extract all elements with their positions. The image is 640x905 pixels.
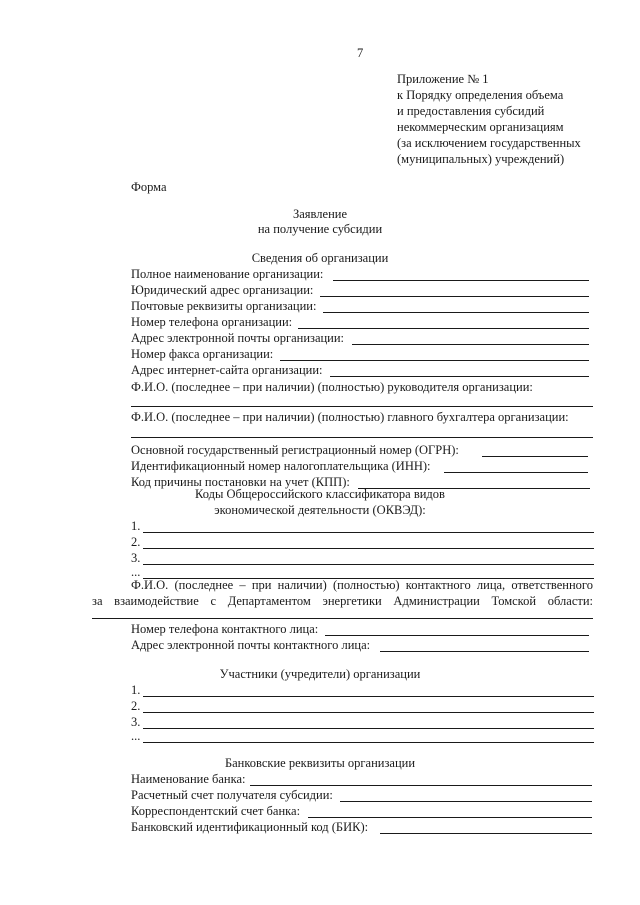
org-section-heading: Сведения об организации bbox=[251, 251, 389, 265]
fill-line[interactable] bbox=[320, 296, 589, 297]
field-label: Номер телефона контактного лица: bbox=[131, 622, 319, 636]
item-number: 2. bbox=[131, 699, 141, 713]
fill-line[interactable] bbox=[143, 696, 594, 697]
field-label: Наименование банка: bbox=[131, 772, 246, 786]
fill-line[interactable] bbox=[482, 456, 588, 457]
field-label: Адрес интернет-сайта организации: bbox=[131, 363, 323, 377]
fill-line[interactable] bbox=[323, 312, 589, 313]
fill-line[interactable] bbox=[250, 785, 592, 786]
field-label: Ф.И.О. (последнее – при наличии) (полностью) руководителя организации: bbox=[131, 380, 533, 394]
appendix-line: (за исключением государственных bbox=[397, 136, 581, 150]
fill-line[interactable] bbox=[298, 328, 589, 329]
appendix-line: (муниципальных) учреждений) bbox=[397, 152, 565, 166]
fill-line[interactable] bbox=[143, 712, 594, 713]
contact-fio-label: Ф.И.О. (последнее – при наличии) (полностью) контактного лица, ответственного bbox=[131, 578, 593, 592]
appendix-line: к Порядку определения объема bbox=[397, 88, 564, 102]
fill-line[interactable] bbox=[444, 472, 588, 473]
field-label: Почтовые реквизиты организации: bbox=[131, 299, 317, 313]
field-label: Юридический адрес организации: bbox=[131, 283, 314, 297]
fill-line[interactable] bbox=[333, 280, 589, 281]
document-title: Заявление bbox=[292, 207, 347, 221]
fill-line[interactable] bbox=[131, 406, 593, 407]
form-label: Форма bbox=[131, 180, 167, 194]
appendix-line: некоммерческим организациям bbox=[397, 120, 564, 134]
contact-fio-line[interactable] bbox=[92, 618, 593, 619]
fill-line[interactable] bbox=[308, 817, 592, 818]
item-number: ... bbox=[131, 729, 141, 743]
fill-line[interactable] bbox=[143, 728, 594, 729]
appendix-line: Приложение № 1 bbox=[397, 72, 489, 86]
item-number: 2. bbox=[131, 535, 141, 549]
field-label: Ф.И.О. (последнее – при наличии) (полностью) главного бухгалтера организации: bbox=[131, 410, 569, 424]
field-label: Основной государственный регистрационный номер (ОГРН): bbox=[131, 443, 459, 457]
field-label: Адрес электронной почты организации: bbox=[131, 331, 345, 345]
field-label: Код причины постановки на учет (КПП): bbox=[131, 475, 350, 489]
field-label: Адрес электронной почты контактного лица: bbox=[131, 638, 371, 652]
item-number: 3. bbox=[131, 551, 141, 565]
fill-line[interactable] bbox=[352, 344, 589, 345]
fill-line[interactable] bbox=[143, 742, 594, 743]
bank-heading: Банковские реквизиты организации bbox=[224, 756, 416, 770]
founders-heading: Участники (учредители) организации bbox=[219, 667, 421, 681]
item-number: ... bbox=[131, 565, 141, 579]
field-label: Идентификационный номер налогоплательщика (ИНН): bbox=[131, 459, 431, 473]
page-number: 7 bbox=[357, 46, 364, 60]
okved-heading: Коды Общероссийского классификатора видов bbox=[195, 487, 445, 501]
fill-line[interactable] bbox=[325, 635, 589, 636]
appendix-line: и предоставления субсидий bbox=[397, 104, 545, 118]
item-number: 3. bbox=[131, 715, 141, 729]
fill-line[interactable] bbox=[131, 437, 593, 438]
document-subtitle: на получение субсидии bbox=[257, 222, 383, 236]
item-number: 1. bbox=[131, 683, 141, 697]
fill-line[interactable] bbox=[340, 801, 592, 802]
fill-line[interactable] bbox=[143, 564, 594, 565]
field-label: Полное наименование организации: bbox=[131, 267, 324, 281]
fill-line[interactable] bbox=[380, 651, 589, 652]
item-number: 1. bbox=[131, 519, 141, 533]
fill-line[interactable] bbox=[143, 548, 594, 549]
fill-line[interactable] bbox=[280, 360, 589, 361]
fill-line[interactable] bbox=[143, 532, 594, 533]
okved-heading-2: экономической деятельности (ОКВЭД): bbox=[214, 503, 426, 517]
field-label: Корреспондентский счет банка: bbox=[131, 804, 301, 818]
field-label: Номер факса организации: bbox=[131, 347, 274, 361]
fill-line[interactable] bbox=[380, 833, 592, 834]
contact-fio-label-2: за взаимодействие с Департаментом энергетики Администрации Томской области: bbox=[92, 594, 593, 608]
field-label: Банковский идентификационный код (БИК): bbox=[131, 820, 369, 834]
fill-line[interactable] bbox=[330, 376, 589, 377]
field-label: Номер телефона организации: bbox=[131, 315, 293, 329]
field-label: Расчетный счет получателя субсидии: bbox=[131, 788, 333, 802]
